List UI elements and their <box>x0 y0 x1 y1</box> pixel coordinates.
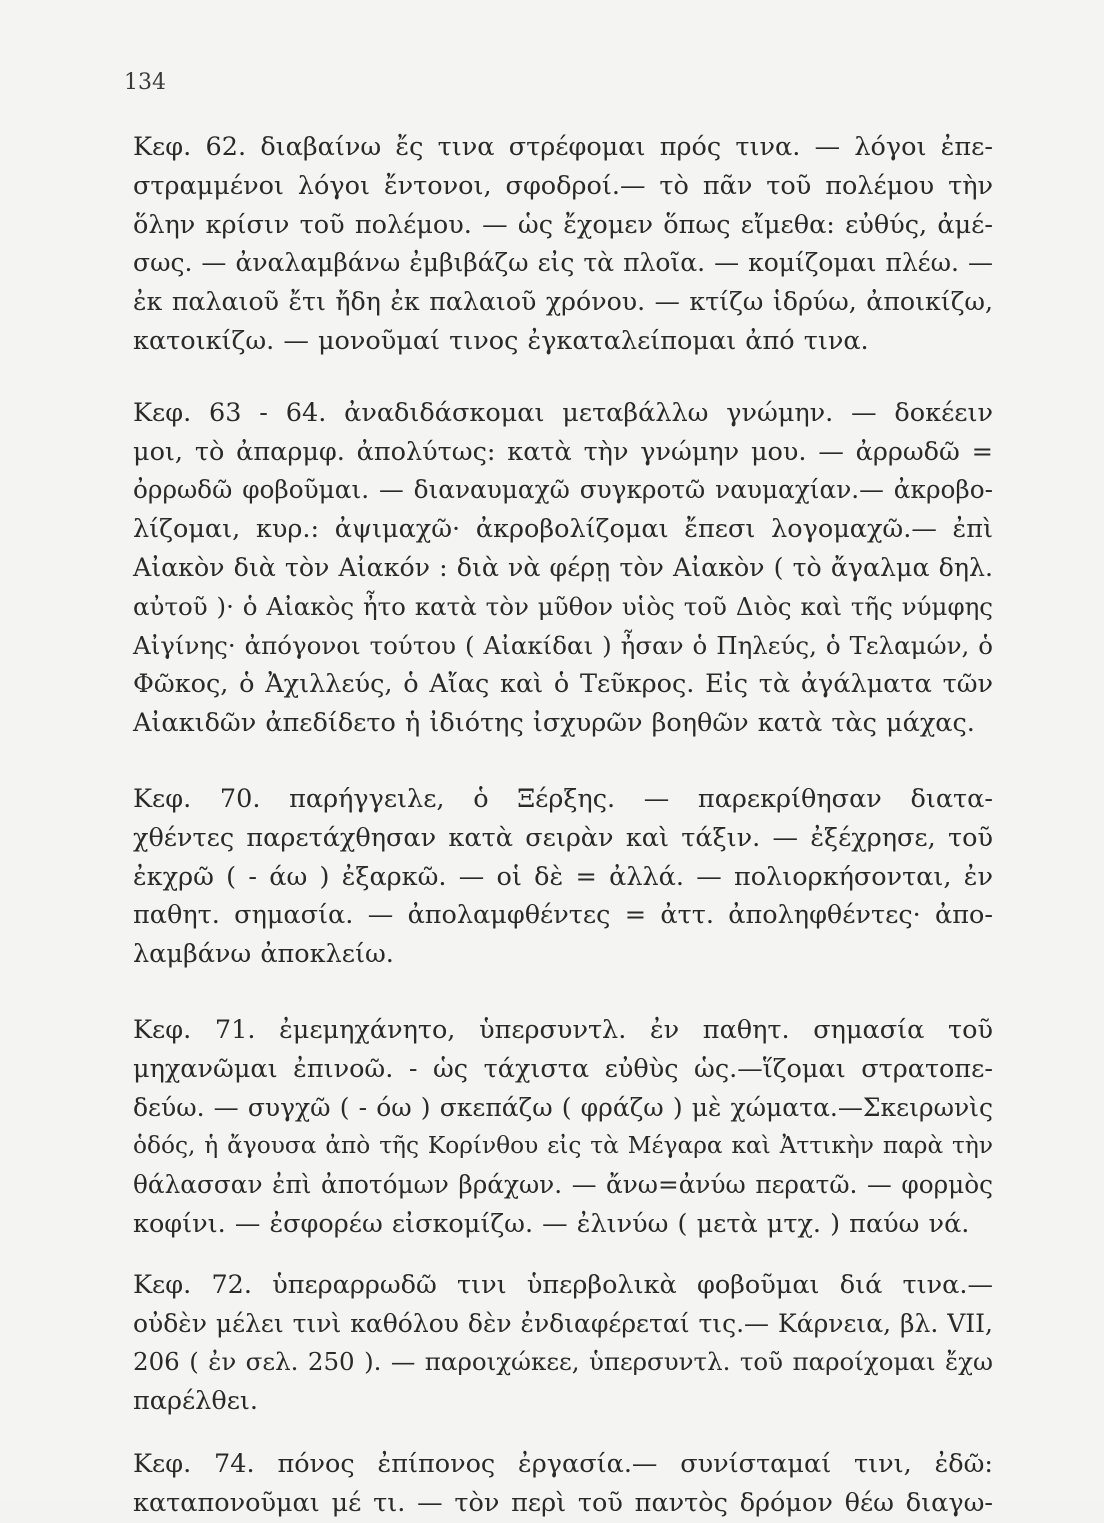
text-line: χθέντες παρετάχθησαν κατὰ σειρὰν καὶ τάξιν. — ἐξέχρησε, τοῦ <box>133 822 993 853</box>
text-line: Κεφ. 74. πόνος ἐπίπονος ἐργασία.— συνίσταμαί τινι, ἐδῶ: <box>133 1448 993 1479</box>
glossary-entries <box>133 128 993 1523</box>
text-line: Κεφ. 72. ὑπεραρρωδῶ τινι ὑπερβολικὰ φοβοῦμαι διά τινα.— <box>133 1269 993 1300</box>
text-line: δεύω. — συγχῶ ( - όω ) σκεπάζω ( φράζω ) μὲ χώματα.—Σκειρωνὶς <box>133 1092 993 1122</box>
text-line: οὐδὲν μέλει τινὶ καθόλου δὲν ἐνδιαφέρεταί τις.— Κάρνεια, βλ. VII, <box>133 1308 993 1338</box>
entry-chapter-71 <box>133 1011 993 1244</box>
entry-chapter-72 <box>133 1266 993 1421</box>
text-line: σως. — ἀναλαμβάνω ἐμβιβάζω εἰς τὰ πλοῖα. — κομίζομαι πλέω. — <box>133 248 993 278</box>
page-number: 134 <box>124 70 166 95</box>
text-line: παρέλθει. <box>133 1386 259 1417</box>
text-line: 206 ( ἐν σελ. 250 ). — παροιχώκεε, ὑπερσυντλ. τοῦ παροίχομαι ἔχω <box>133 1347 993 1377</box>
entry-chapter-63-64 <box>133 394 993 743</box>
text-line: Αἰακιδῶν ἀπεδίδετο ἡ ἰδιότης ἰσχυρῶν βοηθῶν κατὰ τὰς μάχας. <box>133 708 975 739</box>
entry-chapter-62 <box>133 128 993 361</box>
text-line: κατοικίζω. — μονοῦμαί τινος ἐγκαταλείπομαι ἀπό τινα. <box>133 325 869 356</box>
text-line: λαμβάνω ἀποκλείω. <box>133 939 394 970</box>
text-line: κοφίνι. — ἐσφορέω εἰσκομίζω. — ἐλινύω ( μετὰ μτχ. ) παύω νά. <box>133 1208 970 1239</box>
text-line: Κεφ. 71. ἐμεμηχάνητο, ὑπερσυντλ. ἐν παθητ. σημασία τοῦ <box>133 1014 993 1045</box>
text-line: θάλασσαν ἐπὶ ἀποτόμων βράχων. — ἄνω=ἀνύω περατῶ. — φορμὸς <box>133 1170 993 1200</box>
text-line: παθητ. σημασία. — ἀπολαμφθέντες = ἀττ. ἀποληφθέντες· ἀπο- <box>133 900 993 931</box>
text-line: λίζομαι, κυρ.: ἀψιμαχῶ· ἀκροβολίζομαι ἔπεσι λογομαχῶ.— ἐπὶ <box>133 514 993 545</box>
text-line: αὐτοῦ )· ὁ Αἰακὸς ἦτο κατὰ τὸν μῦθον υἱὸς τοῦ Διὸς καὶ τῆς νύμφης <box>133 591 993 621</box>
text-line: Φῶκος, ὁ Ἀχιλλεύς, ὁ Αἴας καὶ ὁ Τεῦκρος. Εἰς τὰ ἀγάλματα τῶν <box>133 669 993 700</box>
text-line: ἐκ παλαιοῦ ἔτι ἤδη ἐκ παλαιοῦ χρόνου. — κτίζω ἱδρύω, ἀποικίζω, <box>133 287 993 317</box>
text-line: Κεφ. 63 - 64. ἀναδιδάσκομαι μεταβάλλω γνώμην. — δοκέειν <box>133 397 993 428</box>
text-line: καταπονοῦμαι μέ τι. — τὸν περὶ τοῦ παντὸς δρόμον θέω διαγω- <box>133 1487 993 1518</box>
text-line: ἐκχρῶ ( - άω ) ἐξαρκῶ. — οἱ δὲ = ἀλλά. — πολιορκήσονται, ἐν <box>133 861 993 892</box>
text-line: ὀρρωδῶ φοβοῦμαι. — διαναυμαχῶ συγκροτῶ ναυμαχίαν.— ἀκροβο- <box>133 475 993 505</box>
text-line: Αἰακὸν διὰ τὸν Αἰακόν : διὰ νὰ φέρῃ τὸν Αἰακὸν ( τὸ ἄγαλμα δηλ. <box>133 552 993 582</box>
text-line: Αἰγίνης· ἀπόγονοι τούτου ( Αἰακίδαι ) ἦσαν ὁ Πηλεύς, ὁ Τελαμών, ὁ <box>133 630 993 660</box>
text-line: Κεφ. 62. διαβαίνω ἔς τινα στρέφομαι πρός τινα. — λόγοι ἐπε- <box>133 132 993 162</box>
text-line: Κεφ. 70. παρήγγειλε, ὁ Ξέρξης. — παρεκρίθησαν διατα- <box>133 783 993 814</box>
text-line: ὅλην κρίσιν τοῦ πολέμου. — ὡς ἔχομεν ὅπως εἴμεθα: εὐθύς, ἀμέ- <box>133 209 993 240</box>
entry-chapter-70 <box>133 780 993 974</box>
text-line: μηχανῶμαι ἐπινοῶ. - ὡς τάχιστα εὐθὺς ὡς.—ἵζομαι στρατοπε- <box>133 1053 993 1084</box>
text-line: στραμμένοι λόγοι ἔντονοι, σφοδροί.— τὸ πᾶν τοῦ πολέμου τὴν <box>133 170 993 201</box>
text-line: μοι, τὸ ἀπαρμφ. ἀπολύτως: κατὰ τὴν γνώμην μου. — ἀρρωδῶ = <box>133 436 993 467</box>
entry-chapter-74 <box>133 1445 993 1523</box>
text-line: ὁδός, ἡ ἄγουσα ἀπὸ τῆς Κορίνθου εἰς τὰ Μέγαρα καὶ Ἀττικὴν παρὰ τὴν <box>133 1132 993 1160</box>
